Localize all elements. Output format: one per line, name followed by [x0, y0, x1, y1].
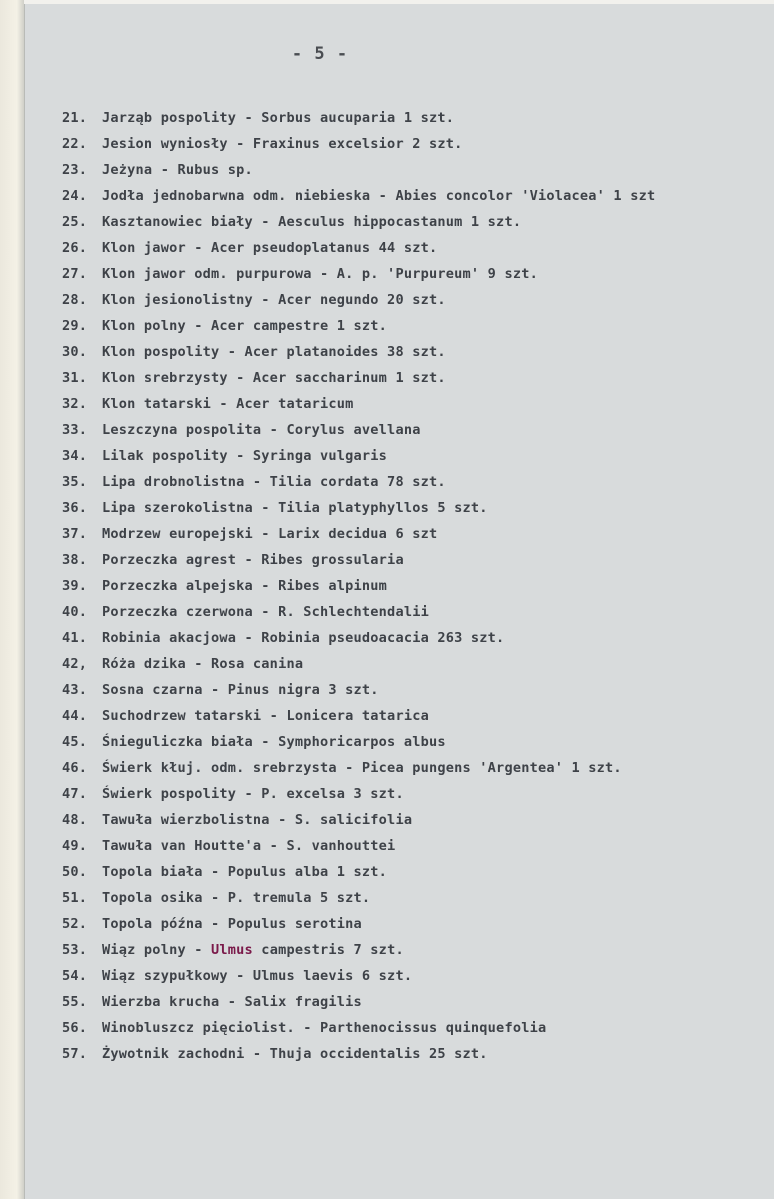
item-number: 45. — [62, 734, 88, 750]
item-number: 51. — [62, 890, 88, 906]
item-text: Klon pospolity - Acer platanoides 38 szt. — [102, 344, 446, 360]
item-number: 34. — [62, 448, 88, 464]
item-number: 27. — [62, 266, 88, 282]
item-text-ink: Ulmus — [211, 942, 253, 958]
item-number: 50. — [62, 864, 88, 880]
item-text: Leszczyna pospolita - Corylus avellana — [102, 422, 421, 438]
item-text: Jesion wyniosły - Fraxinus excelsior 2 szt. — [102, 136, 463, 152]
item-number: 35. — [62, 474, 88, 490]
item-text: Lipa drobnolistna - Tilia cordata 78 szt. — [102, 474, 446, 490]
list-item — [62, 911, 774, 937]
list-item — [62, 261, 774, 287]
list-item — [62, 755, 774, 781]
list-item — [62, 313, 774, 339]
item-text: Jeżyna - Rubus sp. — [102, 162, 253, 178]
item-text: Śnieguliczka biała - Symphoricarpos albus — [102, 734, 446, 750]
list-item — [62, 495, 774, 521]
item-text: Lipa szerokolistna - Tilia platyphyllos 5 szt. — [102, 500, 488, 516]
item-number: 40. — [62, 604, 88, 620]
list-item — [62, 209, 774, 235]
item-text: Wiąz szypułkowy - Ulmus laevis 6 szt. — [102, 968, 413, 984]
list-item — [62, 781, 774, 807]
item-number: 43. — [62, 682, 88, 698]
list-item — [62, 131, 774, 157]
list-item — [62, 625, 774, 651]
item-number: 37. — [62, 526, 88, 542]
item-text: Świerk pospolity - P. excelsa 3 szt. — [102, 786, 404, 802]
item-number: 55. — [62, 994, 88, 1010]
list-item — [62, 807, 774, 833]
item-number: 23. — [62, 162, 88, 178]
item-number: 24. — [62, 188, 88, 204]
item-text: Wierzba krucha - Salix fragilis — [102, 994, 362, 1010]
item-text: Winobluszcz pięciolist. - Parthenocissus quinquefolia — [102, 1020, 547, 1036]
list-item — [62, 365, 774, 391]
list-item — [62, 469, 774, 495]
list-item — [62, 1041, 774, 1067]
item-text: Topola osika - P. tremula 5 szt. — [102, 890, 371, 906]
item-text: Suchodrzew tatarski - Lonicera tatarica — [102, 708, 429, 724]
item-text: Kasztanowiec biały - Aesculus hippocastanum 1 szt. — [102, 214, 522, 230]
item-number: 36. — [62, 500, 88, 516]
item-text: Wiąz polny - — [102, 942, 211, 958]
item-number: 56. — [62, 1020, 88, 1036]
item-number: 49. — [62, 838, 88, 854]
list-item — [62, 105, 774, 131]
list-item — [62, 677, 774, 703]
list-item — [62, 937, 774, 963]
item-text: campestris 7 szt. — [252, 942, 404, 958]
list-item — [62, 183, 774, 209]
item-number: 31. — [62, 370, 88, 386]
item-text: Tawuła van Houtte'a - S. vanhouttei — [102, 838, 396, 854]
item-text: Klon jawor - Acer pseudoplatanus 44 szt. — [102, 240, 438, 256]
item-text: Porzeczka agrest - Ribes grossularia — [102, 552, 404, 568]
list-item — [62, 833, 774, 859]
item-text: Topola biała - Populus alba 1 szt. — [102, 864, 388, 880]
item-number: 54. — [62, 968, 88, 984]
item-text: Żywotnik zachodni - Thuja occidentalis 25 szt. — [102, 1046, 488, 1062]
item-number: 21. — [62, 110, 88, 126]
paper-top-edge — [24, 0, 774, 4]
list-item — [62, 573, 774, 599]
item-number: 26. — [62, 240, 88, 256]
list-item — [62, 391, 774, 417]
list-item — [62, 703, 774, 729]
item-number: 22. — [62, 136, 88, 152]
list-item — [62, 417, 774, 443]
item-text: Tawuła wierzbolistna - S. salicifolia — [102, 812, 413, 828]
item-number: 48. — [62, 812, 88, 828]
list-item — [62, 599, 774, 625]
item-text: Klon srebrzysty - Acer saccharinum 1 szt. — [102, 370, 446, 386]
list-item — [62, 235, 774, 261]
species-list — [62, 105, 774, 1067]
list-item — [62, 521, 774, 547]
list-item — [62, 885, 774, 911]
item-number: 38. — [62, 552, 88, 568]
item-number: 47. — [62, 786, 88, 802]
binding-strip — [0, 0, 25, 1199]
item-text: Modrzew europejski - Larix decidua 6 szt — [102, 526, 438, 542]
page-number: - 5 - — [291, 44, 349, 64]
item-number: 46. — [62, 760, 88, 776]
item-number: 39. — [62, 578, 88, 594]
item-number: 30. — [62, 344, 88, 360]
list-item — [62, 287, 774, 313]
item-number: 32. — [62, 396, 88, 412]
item-number: 25. — [62, 214, 88, 230]
item-text: Robinia akacjowa - Robinia pseudoacacia 263 szt. — [102, 630, 505, 646]
item-text: Topola późna - Populus serotina — [102, 916, 362, 932]
item-number: 53. — [62, 942, 88, 958]
list-item — [62, 1015, 774, 1041]
item-text: Porzeczka czerwona - R. Schlechtendalii — [102, 604, 429, 620]
item-text: Klon polny - Acer campestre 1 szt. — [102, 318, 388, 334]
item-text: Jarząb pospolity - Sorbus aucuparia 1 szt. — [102, 110, 455, 126]
item-number: 57. — [62, 1046, 88, 1062]
item-number: 41. — [62, 630, 88, 646]
list-item — [62, 729, 774, 755]
list-item — [62, 989, 774, 1015]
list-item — [62, 443, 774, 469]
item-text: Jodła jednobarwna odm. niebieska - Abies concolor 'Violacea' 1 szt — [102, 188, 656, 204]
item-text: Klon jawor odm. purpurowa - A. p. 'Purpureum' 9 szt. — [102, 266, 538, 282]
item-number: 28. — [62, 292, 88, 308]
list-item — [62, 651, 774, 677]
item-text: Sosna czarna - Pinus nigra 3 szt. — [102, 682, 379, 698]
list-item — [62, 339, 774, 365]
item-text: Klon tatarski - Acer tataricum — [102, 396, 354, 412]
item-text: Lilak pospolity - Syringa vulgaris — [102, 448, 388, 464]
item-number: 52. — [62, 916, 88, 932]
item-number: 33. — [62, 422, 88, 438]
item-number: 29. — [62, 318, 88, 334]
item-number: 44. — [62, 708, 88, 724]
list-item — [62, 547, 774, 573]
item-text: Świerk kłuj. odm. srebrzysta - Picea pungens 'Argentea' 1 szt. — [102, 760, 622, 776]
item-text: Porzeczka alpejska - Ribes alpinum — [102, 578, 388, 594]
item-text: Klon jesionolistny - Acer negundo 20 szt. — [102, 292, 446, 308]
list-item — [62, 963, 774, 989]
item-text: Róża dzika - Rosa canina — [102, 656, 304, 672]
list-item — [62, 157, 774, 183]
list-item — [62, 859, 774, 885]
item-number: 42, — [62, 656, 88, 672]
